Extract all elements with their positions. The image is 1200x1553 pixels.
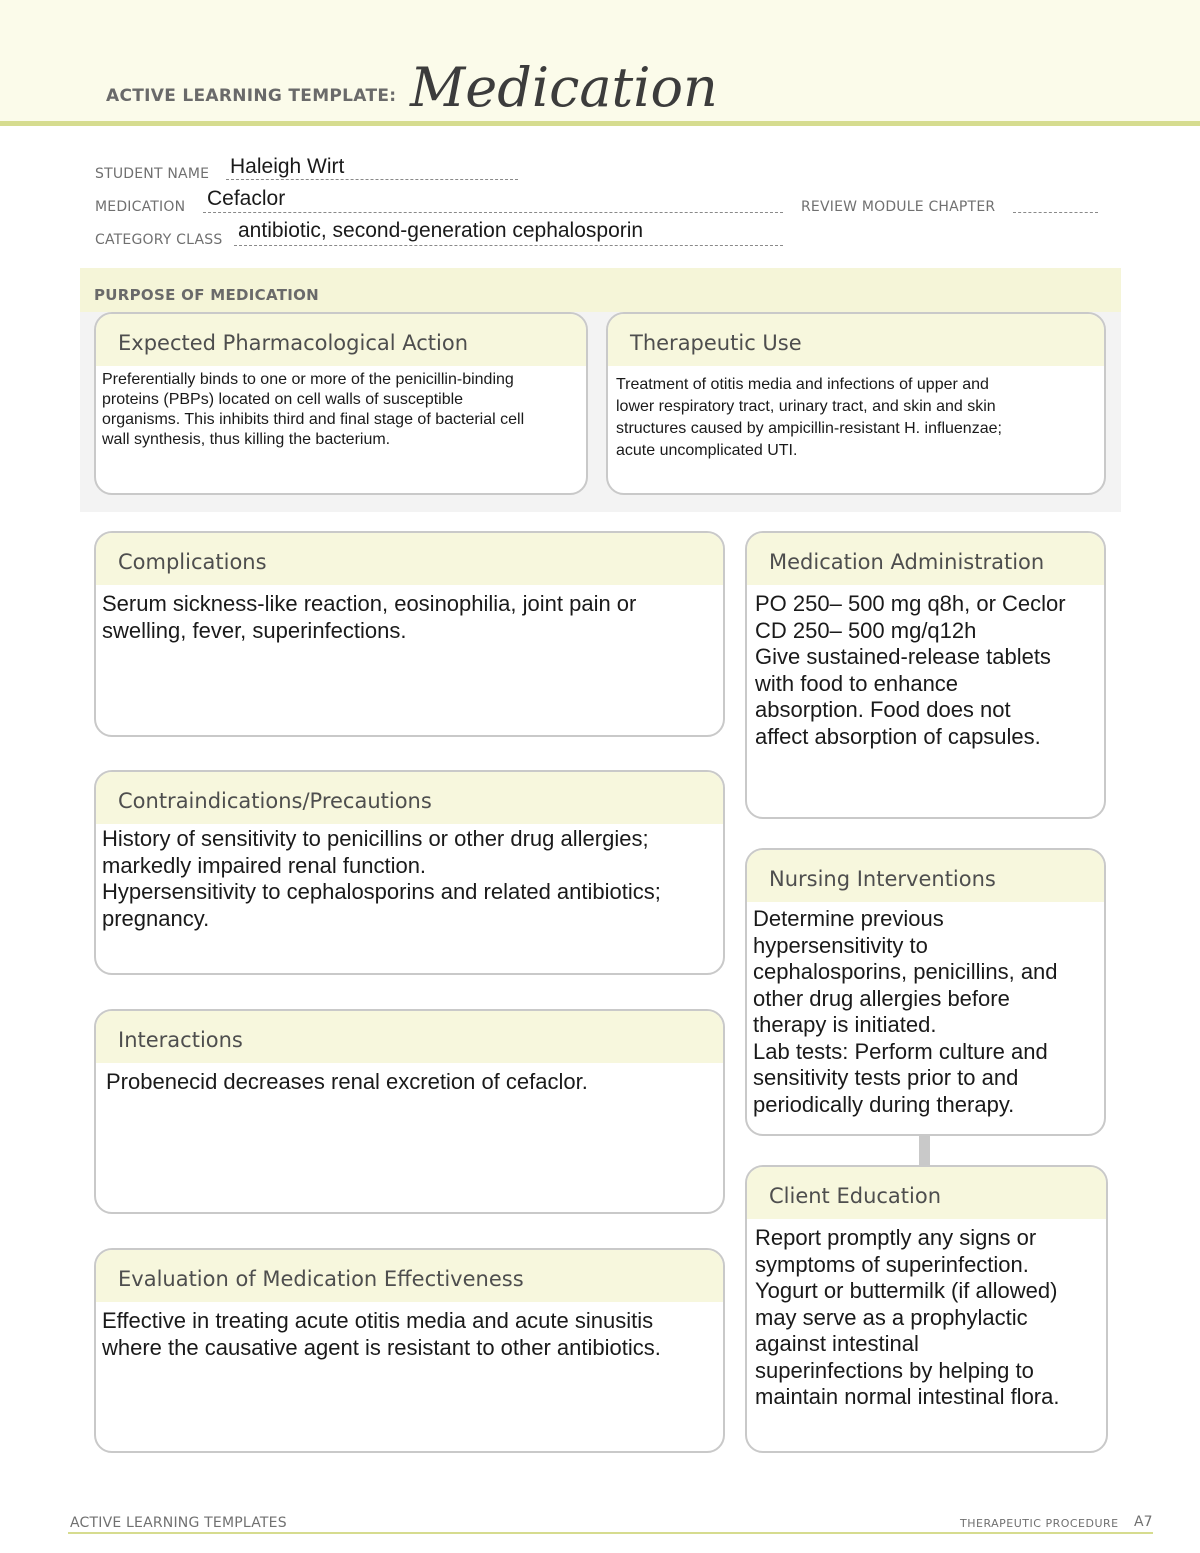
category-class-line xyxy=(234,245,783,246)
nursing-text[interactable]: Determine previous hypersensitivity to cephalosporins, penicillins, and other drug allergies before therapy is initiated. Lab tests: Perform culture and sensitivity tests prior to and periodically during therapy. xyxy=(753,906,1058,1117)
administration-text[interactable]: PO 250– 500 mg q8h, or Ceclor CD 250– 500 mg/q12h Give sustained-release tablets with food to enhance absorption. Food does not affect absorption of capsules. xyxy=(755,591,1066,749)
category-class-field[interactable]: antibiotic, second-generation cephalosporin xyxy=(238,219,644,242)
student-name-line xyxy=(226,179,518,180)
therapeutic-use-text[interactable]: Treatment of otitis media and infections of upper and lower respiratory tract, urinary tract, and skin and skin structures caused by ampicillin-resistant H. influenzae; acute uncomplicated UTI. xyxy=(616,376,1002,459)
education-text[interactable]: Report promptly any signs or symptoms of superinfection. Yogurt or buttermilk (if allowed) may serve as a prophylactic against intestinal superinfections by helping to maintain normal intestinal flora. xyxy=(755,1225,1060,1409)
footer-left-label: ACTIVE LEARNING TEMPLATES xyxy=(70,1515,287,1531)
evaluation-text[interactable]: Effective in treating acute otitis media and acute sinusitis where the causative agent is resistant to other antibiotics. xyxy=(102,1308,661,1360)
student-name-label: STUDENT NAME xyxy=(95,166,210,182)
contraindications-text[interactable]: History of sensitivity to penicillins or other drug allergies; markedly impaired renal function. Hypersensitivity to cephalosporins and related antibiotics; pregnancy. xyxy=(102,826,661,931)
interactions-title: Interactions xyxy=(118,1028,243,1052)
header-divider xyxy=(0,121,1200,126)
interactions-box xyxy=(94,1009,725,1214)
medication-label: MEDICATION xyxy=(95,199,186,215)
therapeutic-use-box xyxy=(606,312,1106,495)
review-module-label: REVIEW MODULE CHAPTER xyxy=(801,199,996,215)
therapeutic-use-title: Therapeutic Use xyxy=(630,331,802,355)
education-box xyxy=(745,1165,1108,1453)
template-title: Medication xyxy=(410,56,718,119)
administration-title: Medication Administration xyxy=(769,550,1045,574)
medication-line xyxy=(203,212,783,213)
review-module-line[interactable] xyxy=(1013,212,1098,213)
nursing-title: Nursing Interventions xyxy=(769,867,996,891)
purpose-label: PURPOSE OF MEDICATION xyxy=(94,286,320,304)
medication-field[interactable]: Cefaclor xyxy=(207,187,286,210)
expected-action-box xyxy=(94,312,588,495)
complications-text[interactable]: Serum sickness-like reaction, eosinophilia, joint pain or swelling, fever, superinfections. xyxy=(102,591,637,643)
template-label: ACTIVE LEARNING TEMPLATE: xyxy=(106,86,397,106)
footer-page-number: A7 xyxy=(1134,1514,1153,1530)
administration-box xyxy=(745,531,1106,819)
education-title: Client Education xyxy=(769,1184,942,1208)
nursing-box xyxy=(745,848,1106,1136)
expected-action-title: Expected Pharmacological Action xyxy=(118,331,469,355)
complications-title: Complications xyxy=(118,550,267,574)
evaluation-box xyxy=(94,1248,725,1453)
footer-right-label: THERAPEUTIC PROCEDURE xyxy=(960,1517,1119,1530)
student-name-field[interactable]: Haleigh Wirt xyxy=(230,155,345,178)
evaluation-title: Evaluation of Medication Effectiveness xyxy=(118,1267,524,1291)
expected-action-text[interactable]: Preferentially binds to one or more of the penicillin-binding proteins (PBPs) located on cell walls of susceptible organisms. This inhibits third and final stage of bacterial cell wall synthesis, thus killing the bacterium. xyxy=(102,371,525,448)
footer-divider xyxy=(68,1532,1153,1534)
complications-box xyxy=(94,531,725,737)
category-class-label: CATEGORY CLASS xyxy=(95,232,223,248)
interactions-text[interactable]: Probenecid decreases renal excretion of cefaclor. xyxy=(106,1069,588,1094)
contraindications-title: Contraindications/Precautions xyxy=(118,789,432,813)
connector-bar xyxy=(919,1134,930,1168)
contraindications-box xyxy=(94,770,725,975)
